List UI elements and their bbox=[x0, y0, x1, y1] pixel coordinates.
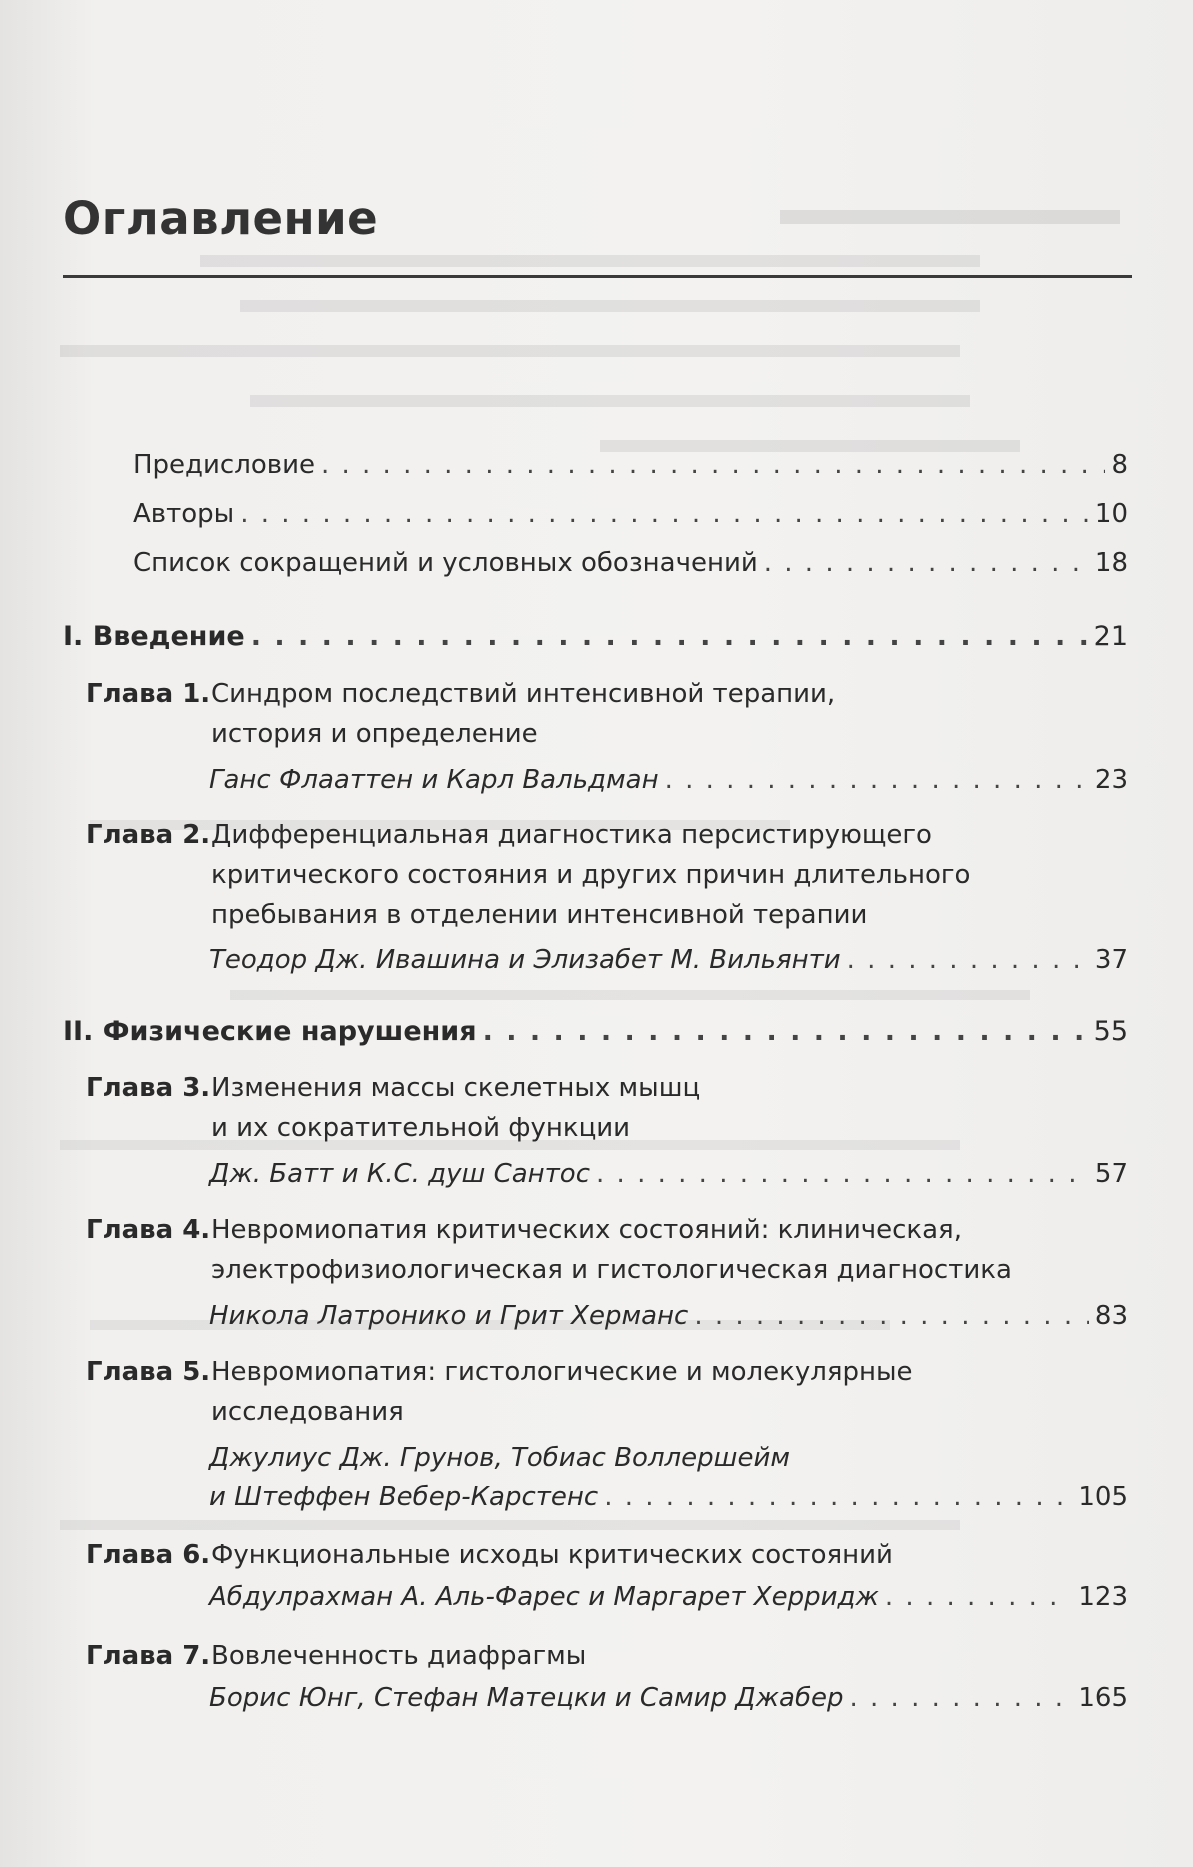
leader-dots bbox=[850, 1678, 1073, 1718]
toc-entry-abbreviations[interactable] bbox=[133, 543, 1128, 583]
chapter-page: 83 bbox=[1094, 1301, 1128, 1331]
chapter-6-authors[interactable] bbox=[209, 1577, 1128, 1617]
chapter-1-title-line[interactable]: Синдром последствий интенсивной терапии, bbox=[211, 679, 836, 709]
chapter-page: 37 bbox=[1094, 945, 1128, 975]
chapter-7-authors[interactable] bbox=[209, 1678, 1128, 1718]
toc-entry-preface[interactable] bbox=[133, 445, 1128, 485]
toc-part-2[interactable] bbox=[63, 1012, 1128, 1052]
chapter-2-title-line[interactable]: критического состояния и других причин длительного bbox=[211, 860, 971, 890]
chapter-4-title-line[interactable]: электрофизиологическая и гистологическая диагностика bbox=[211, 1255, 1012, 1285]
toc-entry-authors[interactable] bbox=[133, 494, 1128, 534]
leader-dots bbox=[251, 617, 1088, 657]
chapter-page: 23 bbox=[1094, 765, 1128, 795]
chapter-6-title-line[interactable]: Функциональные исходы критических состояний bbox=[211, 1540, 893, 1570]
chapter-5-title-line[interactable]: исследования bbox=[211, 1397, 404, 1427]
part-page: 55 bbox=[1093, 1016, 1128, 1047]
leader-dots bbox=[596, 1154, 1089, 1194]
chapter-2-authors[interactable] bbox=[209, 940, 1128, 980]
part-label: II. Физические нарушения bbox=[63, 1016, 477, 1047]
authors-label: Ганс Флааттен и Карл Вальдман bbox=[209, 765, 659, 795]
chapter-page: 123 bbox=[1078, 1582, 1128, 1612]
chapter-5-authors[interactable] bbox=[209, 1477, 1128, 1517]
chapter-1-number: Глава 1. bbox=[86, 679, 211, 709]
leader-dots bbox=[604, 1477, 1072, 1517]
leader-dots bbox=[321, 445, 1105, 485]
part-page: 21 bbox=[1093, 621, 1128, 652]
chapter-3-title-line[interactable]: Изменения массы скелетных мышц bbox=[211, 1073, 701, 1103]
chapter-7-title-line[interactable]: Вовлеченность диафрагмы bbox=[211, 1641, 587, 1671]
chapter-1-title-line[interactable]: история и определение bbox=[211, 719, 538, 749]
leader-dots bbox=[240, 494, 1089, 534]
chapter-3-number: Глава 3. bbox=[86, 1073, 211, 1103]
entry-page: 8 bbox=[1111, 450, 1128, 480]
leader-dots bbox=[694, 1296, 1089, 1336]
title-rule bbox=[63, 275, 1132, 278]
chapter-5-number: Глава 5. bbox=[86, 1357, 211, 1387]
chapter-5-title-line[interactable]: Невромиопатия: гистологические и молекулярные bbox=[211, 1357, 913, 1387]
leader-dots bbox=[483, 1012, 1088, 1052]
chapter-3-authors[interactable] bbox=[209, 1154, 1128, 1194]
authors-label: Дж. Батт и К.С. душ Сантос bbox=[209, 1159, 591, 1189]
entry-label: Авторы bbox=[133, 499, 235, 529]
chapter-4-number: Глава 4. bbox=[86, 1215, 211, 1245]
chapter-2-title-line[interactable]: Дифференциальная диагностика персистирующего bbox=[211, 820, 932, 850]
chapter-2-number: Глава 2. bbox=[86, 820, 211, 850]
part-label: I. Введение bbox=[63, 621, 245, 652]
leader-dots bbox=[764, 543, 1089, 583]
leader-dots bbox=[847, 940, 1089, 980]
entry-label: Список сокращений и условных обозначений bbox=[133, 548, 758, 578]
chapter-2-title-line[interactable]: пребывания в отделении интенсивной терапии bbox=[211, 900, 868, 930]
chapter-7-number: Глава 7. bbox=[86, 1641, 211, 1671]
authors-label: Теодор Дж. Ивашина и Элизабет М. Вильянти bbox=[209, 945, 841, 975]
leader-dots bbox=[665, 760, 1089, 800]
chapter-page: 105 bbox=[1078, 1482, 1128, 1512]
authors-label: Борис Юнг, Стефан Матецки и Самир Джабер bbox=[209, 1683, 844, 1713]
authors-label: Никола Латронико и Грит Херманс bbox=[209, 1301, 689, 1331]
chapter-page: 57 bbox=[1094, 1159, 1128, 1189]
authors-label: Абдулрахман А. Аль-Фарес и Маргарет Херридж bbox=[209, 1582, 879, 1612]
page-title: Оглавление bbox=[63, 192, 379, 245]
chapter-6-number: Глава 6. bbox=[86, 1540, 211, 1570]
entry-label: Предисловие bbox=[133, 450, 315, 480]
chapter-3-title-line[interactable]: и их сократительной функции bbox=[211, 1113, 631, 1143]
chapter-5-authors-line[interactable]: Джулиус Дж. Грунов, Тобиас Воллершейм bbox=[209, 1443, 790, 1473]
chapter-4-title-line[interactable]: Невромиопатия критических состояний: клиническая, bbox=[211, 1215, 962, 1245]
chapter-page: 165 bbox=[1078, 1683, 1128, 1713]
leader-dots bbox=[885, 1577, 1072, 1617]
entry-page: 10 bbox=[1094, 499, 1128, 529]
chapter-1-authors[interactable] bbox=[209, 760, 1128, 800]
toc-part-1[interactable] bbox=[63, 617, 1128, 657]
entry-page: 18 bbox=[1094, 548, 1128, 578]
authors-label: и Штеффен Вебер-Карстенс bbox=[209, 1482, 599, 1512]
chapter-4-authors[interactable] bbox=[209, 1296, 1128, 1336]
